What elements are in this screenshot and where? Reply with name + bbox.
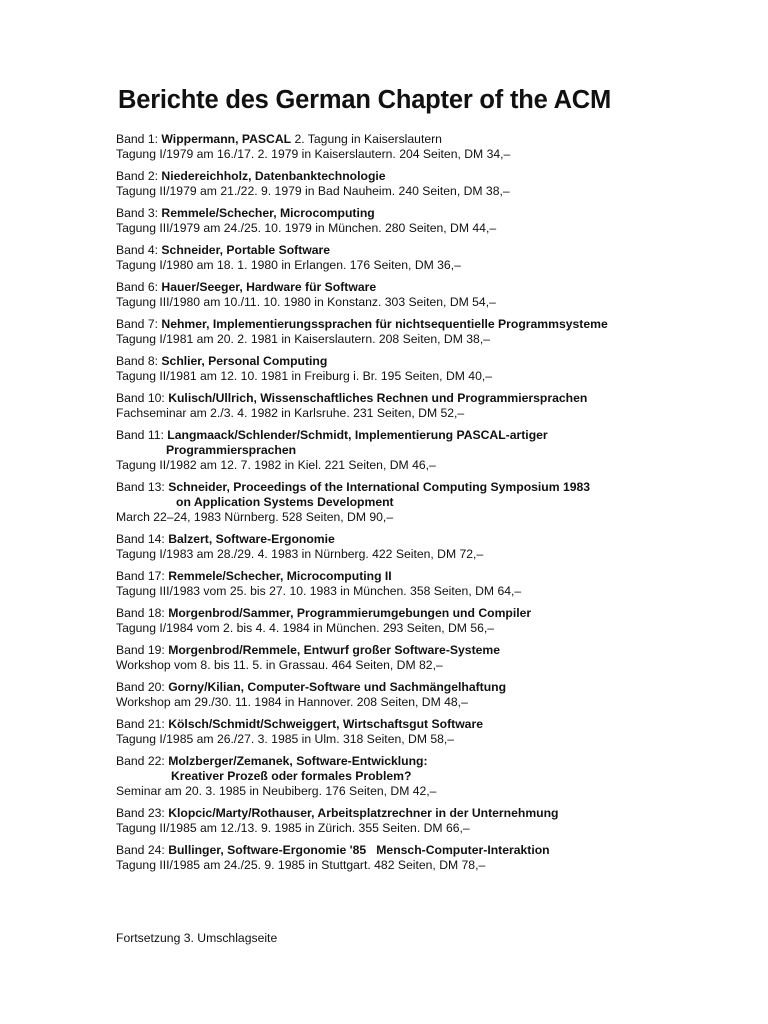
volume-number: Band 11: (116, 428, 164, 442)
entry-title-continuation: Programmiersprachen (166, 443, 297, 457)
list-item (116, 569, 676, 599)
volume-number: Band 3: (116, 206, 159, 220)
entry-details: Tagung I/1979 am 16./17. 2. 1979 in Kaiserslautern. 204 Seiten, DM 34,– (116, 147, 511, 161)
publication-list (116, 132, 676, 880)
entry-title: Schneider, Portable Software (161, 243, 331, 257)
entry-title: Schlier, Personal Computing (161, 354, 328, 368)
volume-number: Band 8: (116, 354, 159, 368)
entry-details: Seminar am 20. 3. 1985 in Neubiberg. 176 Seiten, DM 42,– (116, 784, 437, 798)
list-item (116, 532, 676, 562)
volume-number: Band 2: (116, 169, 159, 183)
volume-number: Band 6: (116, 280, 159, 294)
entry-details: March 22–24, 1983 Nürnberg. 528 Seiten, DM 90,– (116, 510, 394, 524)
volume-number: Band 19: (116, 643, 165, 657)
list-item (116, 206, 676, 236)
entry-details: Tagung III/1983 vom 25. bis 27. 10. 1983 in München. 358 Seiten, DM 64,– (116, 584, 522, 598)
entry-details: Tagung III/1985 am 24./25. 9. 1985 in Stuttgart. 482 Seiten, DM 78,– (116, 858, 486, 872)
entry-title: Molzberger/Zemanek, Software-Entwicklung: (168, 754, 428, 768)
entry-title: Remmele/Schecher, Microcomputing (161, 206, 375, 220)
list-item (116, 169, 676, 199)
entry-title: Niedereichholz, Datenbanktechnologie (161, 169, 386, 183)
entry-title-continuation: on Application Systems Development (176, 495, 394, 509)
volume-number: Band 4: (116, 243, 159, 257)
entry-details: Tagung II/1982 am 12. 7. 1982 in Kiel. 221 Seiten, DM 46,– (116, 458, 436, 472)
entry-details: Tagung III/1980 am 10./11. 10. 1980 in Konstanz. 303 Seiten, DM 54,– (116, 295, 496, 309)
list-item (116, 843, 676, 873)
volume-number: Band 13: (116, 480, 165, 494)
entry-details: Tagung II/1981 am 12. 10. 1981 in Freiburg i. Br. 195 Seiten, DM 40,– (116, 369, 493, 383)
list-item (116, 243, 676, 273)
list-item (116, 643, 676, 673)
entry-title: Balzert, Software-Ergonomie (168, 532, 335, 546)
entry-title: Klopcic/Marty/Rothauser, Arbeitsplatzrechner in der Unternehmung (168, 806, 559, 820)
footer-note: Fortsetzung 3. Umschlagseite (116, 931, 278, 945)
entry-title: Schneider, Proceedings of the International Computing Symposium 1983 (168, 480, 591, 494)
entry-title: Bullinger, Software-Ergonomie '85 Mensch-Computer-Interaktion (168, 843, 550, 857)
list-item (116, 428, 676, 473)
list-item (116, 680, 676, 710)
volume-number: Band 10: (116, 391, 165, 405)
entry-title: Remmele/Schecher, Microcomputing II (168, 569, 392, 583)
entry-title: Hauer/Seeger, Hardware für Software (161, 280, 377, 294)
entry-title: Wippermann, PASCAL (161, 132, 292, 146)
entry-title: Kölsch/Schmidt/Schweiggert, Wirtschaftsgut Software (168, 717, 483, 731)
volume-number: Band 24: (116, 843, 165, 857)
volume-number: Band 22: (116, 754, 165, 768)
page-title: Berichte des German Chapter of the ACM (118, 86, 612, 114)
entry-title: Gorny/Kilian, Computer-Software und Sachmängelhaftung (168, 680, 507, 694)
entry-title: Morgenbrod/Remmele, Entwurf großer Software-Systeme (168, 643, 501, 657)
list-item (116, 754, 676, 799)
entry-details: Fachseminar am 2./3. 4. 1982 in Karlsruhe. 231 Seiten, DM 52,– (116, 406, 465, 420)
entry-details: Workshop am 29./30. 11. 1984 in Hannover. 208 Seiten, DM 48,– (116, 695, 468, 709)
volume-number: Band 20: (116, 680, 165, 694)
entry-details: Tagung III/1979 am 24./25. 10. 1979 in München. 280 Seiten, DM 44,– (116, 221, 497, 235)
list-item (116, 391, 676, 421)
entry-title: Nehmer, Implementierungssprachen für nichtsequentielle Programmsysteme (161, 317, 608, 331)
volume-number: Band 18: (116, 606, 165, 620)
entry-details: Tagung I/1983 am 28./29. 4. 1983 in Nürnberg. 422 Seiten, DM 72,– (116, 547, 484, 561)
list-item (116, 606, 676, 636)
entry-title-continuation: Kreativer Prozeß oder formales Problem? (171, 769, 412, 783)
volume-number: Band 7: (116, 317, 159, 331)
volume-number: Band 14: (116, 532, 165, 546)
volume-number: Band 1: (116, 132, 159, 146)
entry-title-rest: 2. Tagung in Kaiserslautern (291, 132, 442, 146)
entry-details: Tagung I/1981 am 20. 2. 1981 in Kaiserslautern. 208 Seiten, DM 38,– (116, 332, 490, 346)
list-item (116, 317, 676, 347)
entry-details: Workshop vom 8. bis 11. 5. in Grassau. 464 Seiten, DM 82,– (116, 658, 443, 672)
list-item (116, 132, 676, 162)
list-item (116, 806, 676, 836)
entry-title: Morgenbrod/Sammer, Programmierumgebungen und Compiler (168, 606, 532, 620)
entry-details: Tagung I/1985 am 26./27. 3. 1985 in Ulm. 318 Seiten, DM 58,– (116, 732, 455, 746)
entry-details: Tagung II/1979 am 21./22. 9. 1979 in Bad Nauheim. 240 Seiten, DM 38,– (116, 184, 510, 198)
entry-title: Langmaack/Schlender/Schmidt, Implementierung PASCAL-artiger (167, 428, 548, 442)
volume-number: Band 21: (116, 717, 165, 731)
entry-title: Kulisch/Ullrich, Wissenschaftliches Rechnen und Programmiersprachen (168, 391, 588, 405)
list-item (116, 480, 676, 525)
entry-details: Tagung I/1984 vom 2. bis 4. 4. 1984 in München. 293 Seiten, DM 56,– (116, 621, 495, 635)
entry-details: Tagung II/1985 am 12./13. 9. 1985 in Zürich. 355 Seiten. DM 66,– (116, 821, 470, 835)
entry-details: Tagung I/1980 am 18. 1. 1980 in Erlangen. 176 Seiten, DM 36,– (116, 258, 461, 272)
list-item (116, 354, 676, 384)
volume-number: Band 23: (116, 806, 165, 820)
list-item (116, 717, 676, 747)
list-item (116, 280, 676, 310)
volume-number: Band 17: (116, 569, 165, 583)
